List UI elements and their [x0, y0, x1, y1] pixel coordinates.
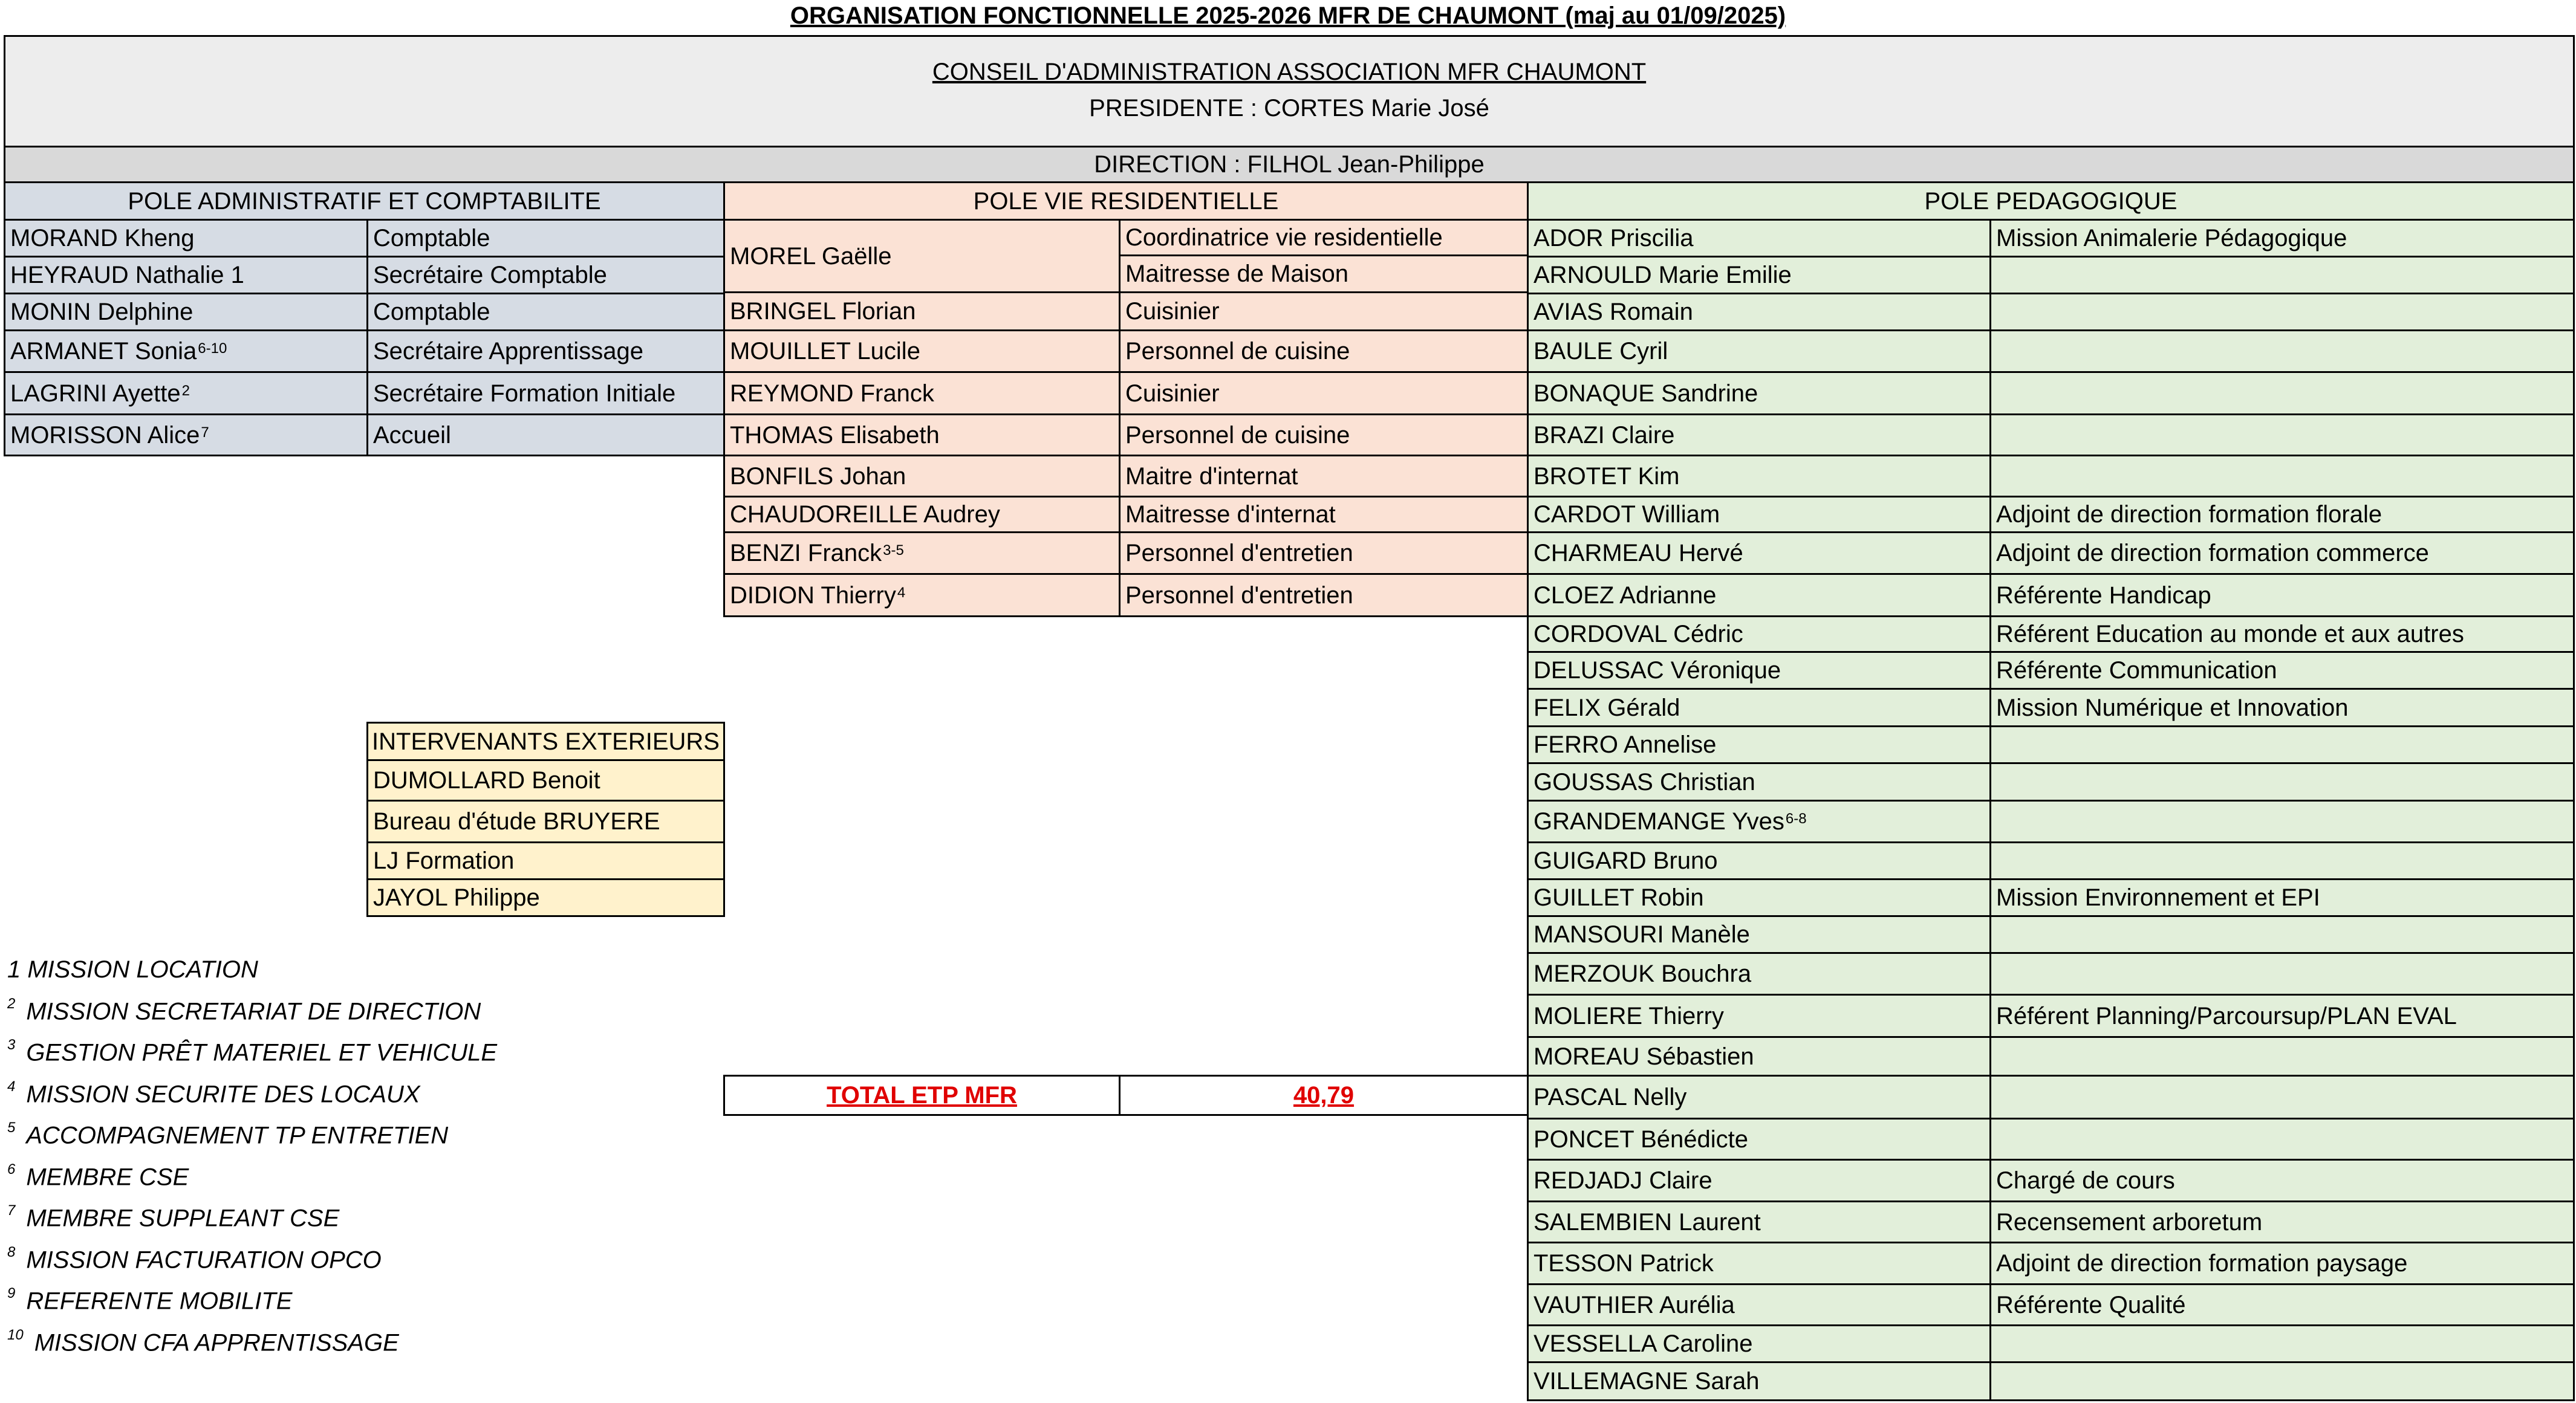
peda-role-text: Mission Numérique et Innovation — [1996, 694, 2349, 721]
peda-name-text: CORDOVAL Cédric — [1534, 621, 1743, 647]
intervenants-header — [366, 722, 725, 761]
peda-role — [1989, 573, 2575, 617]
vie-name-text: BONFILS Johan — [730, 462, 906, 490]
footnote-item — [7, 1119, 449, 1149]
footnote-text: MEMBRE CSE — [26, 1163, 189, 1190]
peda-role — [1989, 1075, 2575, 1119]
peda-role-text: Référent Planning/Parcoursup/PLAN EVAL — [1996, 1002, 2457, 1029]
total-value: 40,79 — [1293, 1082, 1355, 1109]
vie-name-text: MOREL Gaëlle — [730, 242, 892, 270]
peda-name — [1527, 531, 1991, 575]
admin-name — [4, 329, 368, 373]
direction-bar: DIRECTION : FILHOL Jean-Philippe — [4, 146, 2575, 183]
vie-role-text: Personnel d'entretien — [1125, 582, 1353, 609]
admin-role-text: Comptable — [373, 299, 490, 325]
vie-name — [723, 371, 1120, 415]
footnote-number: 8 — [7, 1243, 16, 1260]
admin-name — [4, 371, 368, 415]
vie-role — [1119, 455, 1529, 497]
vie-role — [1119, 413, 1529, 456]
intervenant-name — [366, 759, 725, 802]
peda-name — [1527, 1283, 1991, 1326]
peda-name-text: REDJADJ Claire — [1534, 1167, 1712, 1194]
peda-name-text: VESSELLA Caroline — [1534, 1330, 1753, 1357]
footnote-item — [7, 1161, 189, 1191]
footnote-number: 5 — [7, 1119, 16, 1136]
admin-role — [366, 371, 725, 415]
peda-role — [1989, 1159, 2575, 1202]
vie-name — [723, 219, 1120, 293]
footnote-item — [7, 1078, 420, 1108]
peda-name-text: MOREAU Sébastien — [1534, 1043, 1754, 1070]
vie-role-text: Personnel de cuisine — [1125, 421, 1350, 449]
peda-name-text: CHARMEAU Hervé — [1534, 540, 1743, 566]
vie-role — [1119, 254, 1529, 293]
peda-role-text: Adjoint de direction formation florale — [1996, 501, 2382, 528]
vie-name-text: BENZI Franck — [730, 540, 882, 566]
vie-name-text: DIDION Thierry — [730, 582, 896, 609]
peda-role — [1989, 413, 2575, 456]
vie-name — [723, 291, 1120, 331]
peda-name-text: MANSOURI Manèle — [1534, 921, 1750, 948]
vie-name — [723, 329, 1120, 373]
vie-name-text: BRINGEL Florian — [730, 298, 916, 325]
peda-name — [1527, 1200, 1991, 1243]
vie-role — [1119, 371, 1529, 415]
peda-role — [1989, 329, 2575, 373]
peda-name — [1527, 878, 1991, 917]
admin-name-footnote-ref: 2 — [181, 382, 190, 399]
presidente-label: PRESIDENTE : CORTES Marie José — [1089, 95, 1489, 122]
peda-name — [1527, 688, 1991, 727]
footnote-number: 2 — [7, 995, 16, 1012]
pole-vie-header: POLE VIE RESIDENTIELLE — [723, 181, 1529, 221]
peda-role-text: Référente Handicap — [1996, 582, 2211, 609]
peda-name — [1527, 1159, 1991, 1202]
vie-role-text: Maitre d'internat — [1125, 462, 1298, 490]
peda-role — [1989, 455, 2575, 497]
peda-name-text: BROTET Kim — [1534, 462, 1680, 490]
peda-role — [1989, 994, 2575, 1038]
page-title: ORGANISATION FONCTIONNELLE 2025-2026 MFR DE CHAUMONT (maj au 01/09/2025) — [790, 2, 1786, 29]
peda-name-text: DELUSSAC Véronique — [1534, 657, 1781, 684]
footnote-item — [7, 995, 481, 1025]
peda-name-text: AVIAS Romain — [1534, 299, 1693, 325]
admin-name — [4, 256, 368, 294]
peda-role-text: Recensement arboretum — [1996, 1208, 2263, 1236]
peda-name — [1527, 1324, 1991, 1363]
admin-name-text: ARMANET Sonia — [10, 338, 197, 365]
footnote-text: GESTION PRÊT MATERIEL ET VEHICULE — [26, 1039, 498, 1066]
total-label: TOTAL ETP MFR — [827, 1082, 1017, 1109]
peda-role-text: Mission Animalerie Pédagogique — [1996, 225, 2347, 251]
vie-role-text: Maitresse d'internat — [1125, 501, 1336, 528]
admin-role-text: Secrétaire Formation Initiale — [373, 380, 676, 407]
peda-name-text: ARNOULD Marie Emilie — [1534, 262, 1792, 288]
peda-role — [1989, 915, 2575, 954]
admin-role — [366, 219, 725, 258]
admin-name-text: LAGRINI Ayette — [10, 380, 181, 407]
peda-role-text: Référent Education au monde et aux autres — [1996, 621, 2464, 647]
peda-name — [1527, 256, 1991, 294]
vie-role — [1119, 531, 1529, 575]
peda-name — [1527, 371, 1991, 415]
intervenant-name-text: Bureau d'étude BRUYERE — [373, 808, 660, 835]
peda-name-text: ADOR Priscilia — [1534, 225, 1694, 251]
peda-role — [1989, 725, 2575, 764]
peda-role-text: Adjoint de direction formation paysage — [1996, 1250, 2408, 1277]
conseil-block — [4, 35, 2575, 147]
peda-role — [1989, 1242, 2575, 1285]
peda-name — [1527, 615, 1991, 653]
admin-name — [4, 293, 368, 331]
vie-role-text: Personnel d'entretien — [1125, 540, 1353, 566]
footnote-number: 9 — [7, 1285, 16, 1301]
peda-role — [1989, 651, 2575, 690]
footnote-item — [7, 1243, 382, 1274]
peda-name — [1527, 219, 1991, 258]
peda-role — [1989, 615, 2575, 653]
admin-role-text: Comptable — [373, 225, 490, 251]
footnote-item — [7, 1285, 293, 1315]
peda-role — [1989, 1324, 2575, 1363]
pole-peda-header: POLE PEDAGOGIQUE — [1527, 181, 2575, 221]
peda-name — [1527, 1242, 1991, 1285]
peda-name-text: GUIGARD Bruno — [1534, 847, 1718, 874]
footnote-text: MISSION CFA APPRENTISSAGE — [34, 1329, 399, 1356]
peda-name-text: FERRO Annelise — [1534, 731, 1717, 758]
peda-role-text: Chargé de cours — [1996, 1167, 2175, 1194]
footnote-item — [7, 1202, 340, 1232]
admin-role-text: Accueil — [373, 421, 451, 449]
peda-role-text: Référente Communication — [1996, 657, 2277, 684]
intervenant-name — [366, 800, 725, 843]
peda-name-text: BRAZI Claire — [1534, 421, 1675, 449]
peda-name — [1527, 1118, 1991, 1161]
peda-role — [1989, 496, 2575, 533]
vie-role — [1119, 496, 1529, 533]
admin-name-text: MORAND Kheng — [10, 225, 195, 251]
peda-name — [1527, 841, 1991, 880]
footnote-text: REFERENTE MOBILITE — [26, 1288, 293, 1315]
peda-name-text: CLOEZ Adrianne — [1534, 582, 1717, 609]
admin-name-text: MONIN Delphine — [10, 299, 194, 325]
footnote-number: 7 — [7, 1202, 16, 1219]
peda-name — [1527, 496, 1991, 533]
admin-name — [4, 219, 368, 258]
footnote-text: MISSION FACTURATION OPCO — [26, 1246, 382, 1273]
peda-role — [1989, 1036, 2575, 1077]
peda-role — [1989, 1200, 2575, 1243]
peda-name-text: VILLEMAGNE Sarah — [1534, 1368, 1760, 1395]
footnote-text: MEMBRE SUPPLEANT CSE — [26, 1205, 340, 1232]
intervenant-name-text: LJ Formation — [373, 847, 515, 874]
vie-name-text: CHAUDOREILLE Audrey — [730, 501, 1000, 528]
peda-role — [1989, 1283, 2575, 1326]
peda-role — [1989, 1118, 2575, 1161]
peda-role — [1989, 293, 2575, 331]
peda-name — [1527, 994, 1991, 1038]
total-label-cell — [723, 1075, 1120, 1116]
footnote-number: 10 — [7, 1326, 24, 1343]
admin-role-text: Secrétaire Apprentissage — [373, 338, 643, 365]
footnote-number: 4 — [7, 1078, 16, 1095]
admin-name-text: HEYRAUD Nathalie 1 — [10, 262, 244, 288]
peda-role — [1989, 256, 2575, 294]
peda-name — [1527, 293, 1991, 331]
peda-name-text: TESSON Patrick — [1534, 1250, 1714, 1277]
footnote-text: MISSION SECURITE DES LOCAUX — [26, 1080, 420, 1107]
peda-name — [1527, 573, 1991, 617]
peda-name — [1527, 800, 1991, 843]
vie-name — [723, 455, 1120, 497]
peda-name-text: SALEMBIEN Laurent — [1534, 1208, 1761, 1236]
vie-role-text: Cuisinier — [1125, 298, 1220, 325]
peda-role — [1989, 1361, 2575, 1401]
vie-name — [723, 531, 1120, 575]
peda-name — [1527, 455, 1991, 497]
pole-admin-header: POLE ADMINISTRATIF ET COMPTABILITE — [4, 181, 725, 221]
peda-name — [1527, 1075, 1991, 1119]
peda-name — [1527, 1361, 1991, 1401]
peda-role-text: Mission Environnement et EPI — [1996, 884, 2320, 911]
peda-name-footnote-ref: 6-8 — [1785, 811, 1807, 827]
vie-role-text: Personnel de cuisine — [1125, 338, 1350, 365]
peda-role — [1989, 219, 2575, 258]
total-value-cell — [1119, 1075, 1529, 1116]
vie-name — [723, 496, 1120, 533]
footnote-text: 1 MISSION LOCATION — [7, 956, 258, 983]
peda-name — [1527, 725, 1991, 764]
peda-role — [1989, 688, 2575, 727]
footnote-text: MISSION SECRETARIAT DE DIRECTION — [26, 997, 481, 1025]
footnote-number: 6 — [7, 1161, 16, 1178]
admin-role — [366, 413, 725, 456]
peda-name-text: VAUTHIER Aurélia — [1534, 1291, 1735, 1318]
peda-role — [1989, 952, 2575, 996]
peda-name — [1527, 329, 1991, 373]
vie-role — [1119, 573, 1529, 617]
peda-role-text: Adjoint de direction formation commerce — [1996, 540, 2429, 566]
vie-name-text: THOMAS Elisabeth — [730, 421, 940, 449]
intervenant-name-text: DUMOLLARD Benoit — [373, 767, 600, 794]
conseil-title: CONSEIL D'ADMINISTRATION ASSOCIATION MFR CHAUMONT — [932, 59, 1647, 85]
admin-role — [366, 293, 725, 331]
peda-role-text: Référente Qualité — [1996, 1291, 2186, 1318]
peda-role — [1989, 762, 2575, 802]
vie-role-text: Coordinatrice vie residentielle — [1125, 224, 1443, 251]
peda-name-text: GRANDEMANGE Yves — [1534, 808, 1784, 835]
admin-name-footnote-ref: 6-10 — [198, 340, 227, 357]
peda-name — [1527, 762, 1991, 802]
peda-name-text: CARDOT William — [1534, 501, 1720, 528]
peda-role — [1989, 800, 2575, 843]
footnote-text: ACCOMPAGNEMENT TP ENTRETIEN — [26, 1122, 449, 1149]
peda-name-text: FELIX Gérald — [1534, 694, 1680, 721]
intervenant-name — [366, 878, 725, 917]
intervenants-header-text: INTERVENANTS EXTERIEURS — [372, 728, 720, 755]
peda-name-text: GUILLET Robin — [1534, 884, 1704, 911]
peda-role — [1989, 531, 2575, 575]
admin-role — [366, 256, 725, 294]
peda-name — [1527, 1036, 1991, 1077]
peda-role — [1989, 878, 2575, 917]
vie-name-text: REYMOND Franck — [730, 380, 934, 407]
peda-name-text: PONCET Bénédicte — [1534, 1126, 1748, 1153]
admin-name-text: MORISSON Alice — [10, 421, 200, 449]
vie-role — [1119, 291, 1529, 331]
admin-name — [4, 413, 368, 456]
vie-name-footnote-ref: 3-5 — [883, 542, 904, 559]
footnote-number: 3 — [7, 1037, 16, 1053]
admin-role — [366, 329, 725, 373]
vie-name-text: MOUILLET Lucile — [730, 338, 920, 365]
peda-name-text: PASCAL Nelly — [1534, 1084, 1687, 1110]
footnote-item — [7, 1326, 399, 1356]
intervenant-name-text: JAYOL Philippe — [373, 884, 540, 911]
peda-name — [1527, 413, 1991, 456]
vie-role — [1119, 329, 1529, 373]
vie-role-text: Maitresse de Maison — [1125, 261, 1349, 287]
vie-name — [723, 413, 1120, 456]
vie-name — [723, 573, 1120, 617]
peda-name-text: GOUSSAS Christian — [1534, 768, 1755, 795]
peda-role — [1989, 841, 2575, 880]
vie-name-footnote-ref: 4 — [897, 584, 906, 601]
intervenant-name — [366, 841, 725, 880]
footnote-item — [7, 956, 258, 983]
peda-name — [1527, 952, 1991, 996]
peda-name-text: MERZOUK Bouchra — [1534, 961, 1752, 987]
footnote-item — [7, 1039, 497, 1066]
peda-name-text: BONAQUE Sandrine — [1534, 380, 1758, 407]
peda-name — [1527, 915, 1991, 954]
peda-name — [1527, 651, 1991, 690]
admin-name-footnote-ref: 7 — [201, 424, 209, 441]
peda-name-text: BAULE Cyril — [1534, 338, 1668, 365]
vie-role-text: Cuisinier — [1125, 380, 1220, 407]
peda-role — [1989, 371, 2575, 415]
admin-role-text: Secrétaire Comptable — [373, 262, 607, 288]
peda-name-text: MOLIERE Thierry — [1534, 1002, 1724, 1029]
vie-role — [1119, 219, 1529, 256]
